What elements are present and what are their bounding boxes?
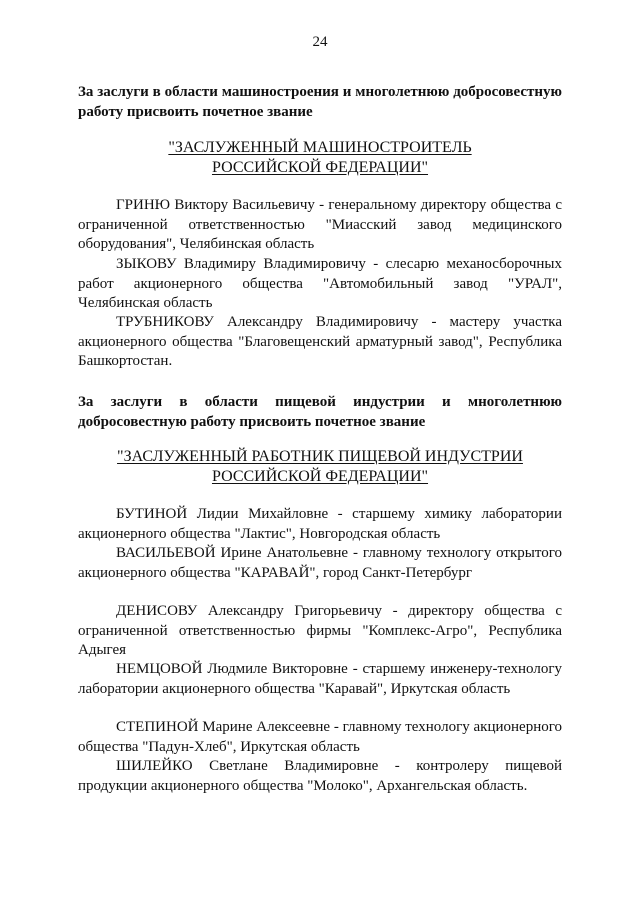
page-number: 24 [312,34,328,50]
entry-surname: ЗЫКОВУ [116,256,177,272]
section1-intro: За заслуги в области машиностроения и многолетнюю добросовестную работу присвоить почетное звание [78,84,562,120]
section2-entry-2 [78,544,562,583]
section1-entry-1 [78,196,562,255]
entry-surname: ВАСИЛЬЕВОЙ [116,545,216,561]
entry-text: Марине Алексеевне - главному технологу акционерного общества "Падун-Хлеб", Иркутская область [78,719,562,755]
entry-text: Владимиру Владимировичу - слесарю механосборочных работ акционерного общества "Автомобильный завод "УРАЛ", Челябинская область [78,256,562,311]
section2-entry-5 [78,718,562,757]
entry-surname: ДЕНИСОВУ [116,603,198,619]
entry-surname: СТЕПИНОЙ [116,719,199,735]
section2-entry-4 [78,660,562,699]
entry-surname: ГРИНЮ [116,197,171,213]
section1-title-line2: РОССИЙСКОЙ ФЕДЕРАЦИИ" [211,159,429,176]
entry-text: Виктору Васильевичу - генеральному директору общества с ограниченной ответственностью "Миасский завод медицинского оборудования", Челябинская область [78,197,562,252]
section2-title-line1: "ЗАСЛУЖЕННЫЙ РАБОТНИК ПИЩЕВОЙ ИНДУСТРИИ [117,448,523,465]
section2-title [78,447,562,487]
entry-text: Лидии Михайловне - старшему химику лаборатории акционерного общества "Лактис", Новгородская область [78,506,562,542]
section2-title-line2: РОССИЙСКОЙ ФЕДЕРАЦИИ" [211,468,429,485]
entry-text: Александру Григорьевичу - директору общества с ограниченной ответственностью фирмы "Комплекс-Агро", Республика Адыгея [78,603,562,658]
section2-entry-3 [78,602,562,661]
entry-text: Александру Владимировичу - мастеру участка акционерного общества "Благовещенский арматурный завод", Республика Башкортостан. [78,314,562,369]
section2-entry-6 [78,757,562,796]
section1-title-line1: "ЗАСЛУЖЕННЫЙ МАШИНОСТРОИТЕЛЬ [168,139,472,156]
section1-entry-3 [78,313,562,372]
section2-entry-1 [78,505,562,544]
entry-surname: БУТИНОЙ [116,506,188,522]
entry-text: Людмиле Викторовне - старшему инженеру-технологу лаборатории акционерного общества "Каравай", Иркутская область [78,661,562,697]
entry-surname: ШИЛЕЙКО [116,758,193,774]
entry-surname: ТРУБНИКОВУ [116,314,214,330]
section1-title [78,138,562,178]
entry-text: Ирине Анатольевне - главному технологу открытого акционерного общества "КАРАВАЙ", город Санкт-Петербург [78,545,562,581]
section1-entry-2 [78,255,562,314]
section2-intro: За заслуги в области пищевой индустрии и многолетнюю добросовестную работу присвоить почетное звание [78,394,562,430]
entry-text: Светлане Владимировне - контролеру пищевой продукции акционерного общества "Молоко", Архангельская область. [78,758,562,794]
entry-surname: НЕМЦОВОЙ [116,661,203,677]
